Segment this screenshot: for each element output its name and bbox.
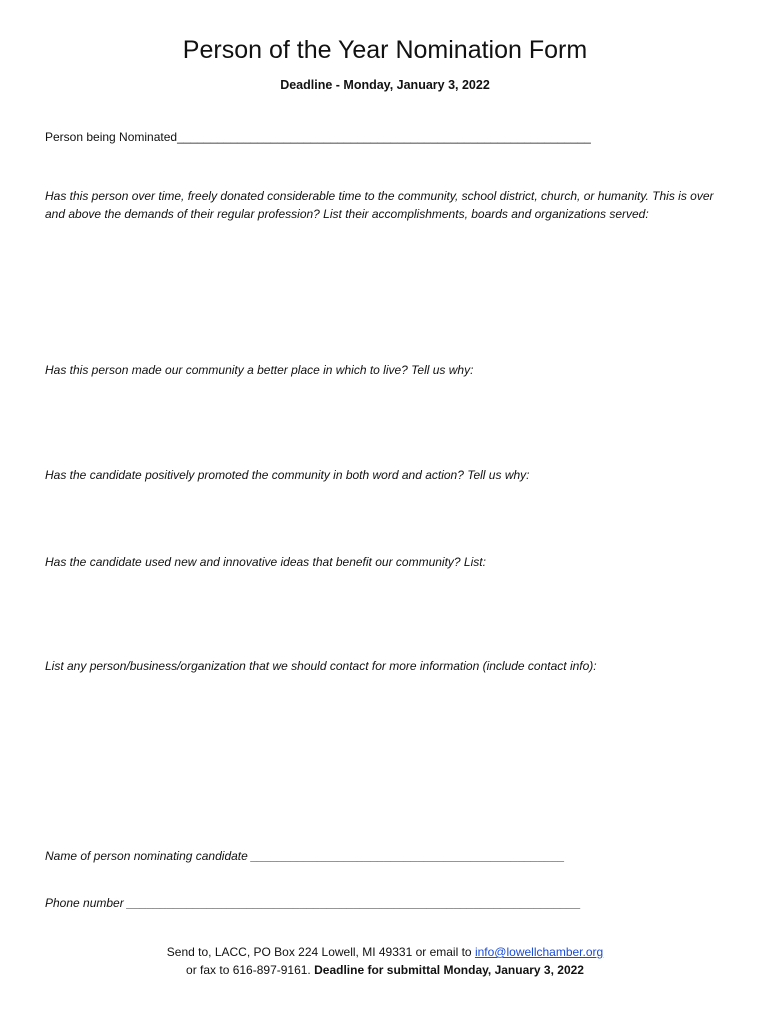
phone-number-field[interactable]: Phone number ____________________________________________________________________ xyxy=(45,896,581,910)
page-title: Person of the Year Nomination Form xyxy=(182,36,588,64)
question-better-place: Has this person made our community a better place in which to live? Tell us why: xyxy=(45,363,474,377)
question-contacts: List any person/business/organization that we should contact for more information (include contact info): xyxy=(45,659,597,673)
nominator-name-field[interactable]: Name of person nominating candidate _______________________________________________ xyxy=(45,849,565,863)
nominee-field[interactable]: Person being Nominated______________________________________________________________ xyxy=(45,130,591,144)
question-innovative-ideas: Has the candidate used new and innovative ideas that benefit our community? List: xyxy=(45,555,486,569)
deadline-subtitle: Deadline - Monday, January 3, 2022 xyxy=(280,78,490,92)
footer-send-to xyxy=(0,943,770,961)
question-donated-time: Has this person over time, freely donated considerable time to the community, school district, church, or humanity. This is over and above the demands of their regular profession? List their accomplishments, boards and organizations served: xyxy=(45,189,714,221)
footer-fax-number: or fax to 616-897-9161. xyxy=(186,963,315,977)
question-promoted-community: Has the candidate positively promoted the community in both word and action? Tell us why: xyxy=(45,468,530,482)
footer-fax xyxy=(0,961,770,979)
footer-deadline: Deadline for submittal Monday, January 3, 2022 xyxy=(314,963,584,977)
email-link[interactable]: info@lowellchamber.org xyxy=(474,945,604,959)
footer-address: Send to, LACC, PO Box 224 Lowell, MI 49331 or email to xyxy=(166,945,475,959)
